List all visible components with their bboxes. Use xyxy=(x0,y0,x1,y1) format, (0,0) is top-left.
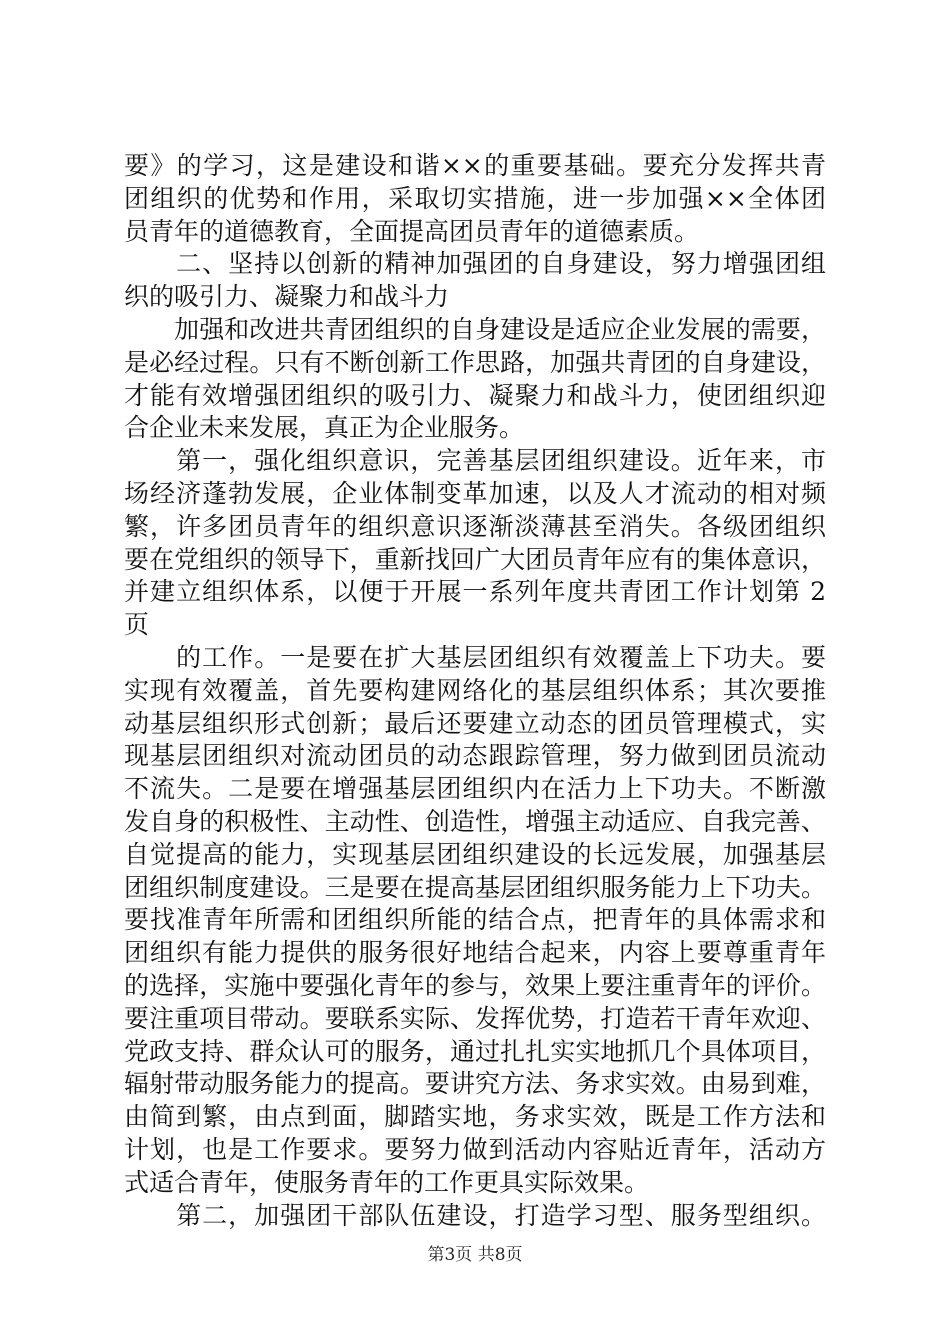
page-footer: 第3页 共8页 xyxy=(427,1245,523,1265)
text-line: 要在党组织的领导下，重新找回广大团员青年应有的集体意识， xyxy=(124,544,826,574)
text-line: 二、坚持以创新的精神加强团的自身建设，努力增强团组 xyxy=(124,249,826,279)
text-line: 团组织的优势和作用，采取切实措施，进一步加强××全体团 xyxy=(124,183,826,213)
text-line: 要》的学习，这是建设和谐××的重要基础。要充分发挥共青 xyxy=(124,151,826,180)
text-line: 合企业未来发展，真正为企业服务。 xyxy=(124,413,525,443)
text-line: 第一，强化组织意识，完善基层团组织建设。近年来，市 xyxy=(124,446,826,476)
text-line: 员青年的道德教育，全面提高团员青年的道德素质。 xyxy=(124,216,700,246)
text-line: 才能有效增强团组织的吸引力、凝聚力和战斗力，使团组织迎 xyxy=(124,380,826,410)
text-line: 团组织有能力提供的服务很好地结合起来，内容上要尊重青年 xyxy=(124,938,826,968)
text-line: 的选择，实施中要强化青年的参与，效果上要注重青年的评价。 xyxy=(124,970,826,1000)
text-line: 场经济蓬勃发展，企业体制变革加速，以及人才流动的相对频 xyxy=(124,478,826,508)
text-line: 并建立组织体系，以便于开展一系列年度共青团工作计划第 2 xyxy=(124,577,826,607)
text-line: 计划，也是工作要求。要努力做到活动内容贴近青年，活动方 xyxy=(124,1134,826,1164)
text-line: 不流失。二是要在增强基层团组织内在活力上下功夫。不断激 xyxy=(124,774,826,804)
text-line: 页 xyxy=(124,610,150,640)
text-line: 繁，许多团员青年的组织意识逐渐淡薄甚至消失。各级团组织 xyxy=(124,511,826,541)
text-line: 织的吸引力、凝聚力和战斗力 xyxy=(124,282,450,312)
text-line: 加强和改进共青团组织的自身建设是适应企业发展的需要， xyxy=(124,314,826,344)
text-line: 是必经过程。只有不断创新工作思路，加强共青团的自身建设， xyxy=(124,347,826,377)
text-line: 发自身的积极性、主动性、创造性，增强主动适应、自我完善、 xyxy=(124,806,826,836)
text-line: 的工作。一是要在扩大基层团组织有效覆盖上下功夫。要 xyxy=(124,642,826,672)
text-line: 现基层团组织对流动团员的动态跟踪管理，努力做到团员流动 xyxy=(124,741,826,771)
text-line: 党政支持、群众认可的服务，通过扎扎实实地抓几个具体项目， xyxy=(124,1036,826,1066)
text-line: 动基层组织形式创新；最后还要建立动态的团员管理模式，实 xyxy=(124,708,826,738)
document-body xyxy=(124,150,826,1232)
text-line: 由简到繁，由点到面，脚踏实地，务求实效，既是工作方法和 xyxy=(124,1102,826,1132)
text-line: 要注重项目带动。要联系实际、发挥优势，打造若干青年欢迎、 xyxy=(124,1003,826,1033)
text-line: 辐射带动服务能力的提高。要讲究方法、务求实效。由易到难， xyxy=(124,1069,826,1099)
text-line: 团组织制度建设。三是要在提高基层团组织服务能力上下功夫。 xyxy=(124,872,826,902)
text-line: 要找准青年所需和团组织所能的结合点，把青年的具体需求和 xyxy=(124,905,826,935)
text-line: 第二，加强团干部队伍建设，打造学习型、服务型组织。 xyxy=(124,1200,826,1230)
text-line: 自觉提高的能力，实现基层团组织建设的长远发展，加强基层 xyxy=(124,839,826,869)
text-line: 实现有效覆盖，首先要构建网络化的基层组织体系；其次要推 xyxy=(124,675,826,705)
text-line: 式适合青年，使服务青年的工作更具实际效果。 xyxy=(124,1167,650,1197)
